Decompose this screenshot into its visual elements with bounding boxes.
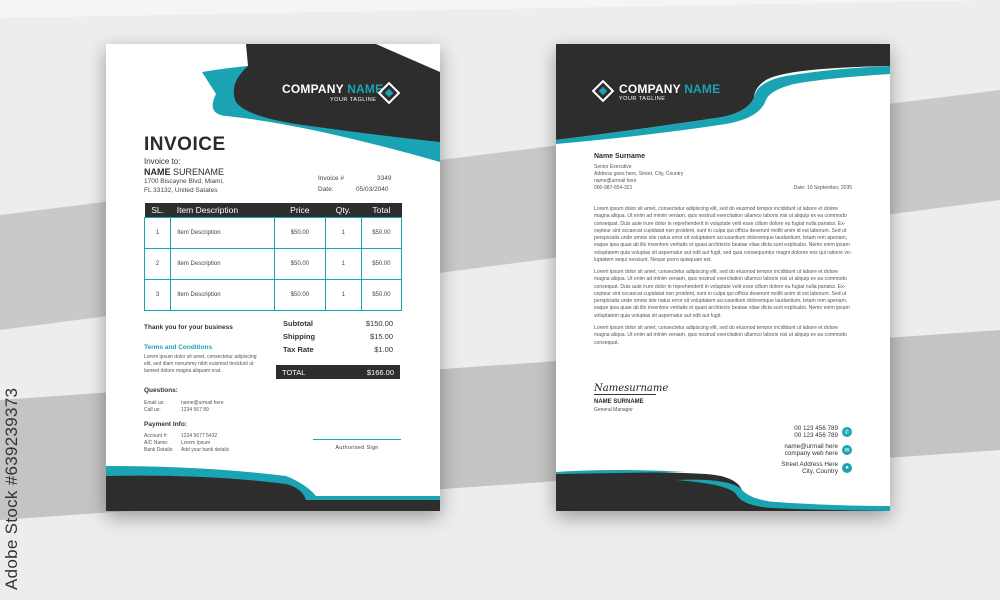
- email-value: name@urmail here: [181, 400, 224, 406]
- thanks-message: Thank you for your business: [144, 324, 233, 331]
- recipient-name: Name Surname: [594, 153, 645, 160]
- header-qty: Qty.: [325, 203, 361, 218]
- row-description: Item Description: [171, 249, 275, 280]
- address-lines: [781, 461, 838, 475]
- paragraph-line: eaque ipsa quae ab illo inventore veritatis et quasi architecto beatae vitae dicta sunt explicabo. Nemo enim ipsam: [594, 242, 850, 249]
- invoice-date-label: Date:: [318, 186, 334, 193]
- table-row: [145, 218, 402, 249]
- tax-label: Tax Rate: [283, 345, 314, 354]
- letter-company-word: COMPANY: [619, 82, 681, 96]
- header-price: Price: [274, 203, 325, 218]
- items-table-header: [145, 203, 402, 218]
- header-total: Total: [361, 203, 401, 218]
- contact-email: name@urmail here: [784, 443, 838, 450]
- address-contact: [732, 461, 852, 475]
- signer-name: NAME SURNAME: [594, 399, 644, 405]
- invoice-page: [106, 44, 440, 511]
- call-label: Call us:: [144, 407, 161, 413]
- email-icon: ✉: [842, 445, 852, 455]
- table-row: [145, 280, 402, 311]
- row-sl: 1: [145, 218, 171, 249]
- header-sl: SL.: [145, 203, 171, 218]
- summary-block: [283, 319, 393, 358]
- total-label: TOTAL: [282, 367, 306, 377]
- invoice-title: INVOICE: [144, 134, 226, 155]
- invoice-company-word: COMPANY: [282, 82, 344, 96]
- bank-label: Bank Details:: [144, 447, 174, 453]
- bank-value: Add your bank details: [181, 447, 230, 453]
- header-description: Item Description: [171, 203, 275, 218]
- invoice-to-label: Invoice to:: [144, 157, 181, 166]
- letter-date: Date: 10 September, 2035: [793, 185, 852, 191]
- items-table: [144, 203, 402, 311]
- row-total: $50.00: [361, 218, 401, 249]
- account-value: 1234 5677 5432: [181, 433, 218, 439]
- handwritten-signature: Namesurname: [594, 383, 669, 394]
- paragraph-line: perspiciatis unde omnis iste natus error sit voluptatem accusantium doloremque laudantium, totam rem aperiam,: [594, 298, 848, 305]
- paragraph-line: Lorem ipsum dolor sit amet, consectetur adipiscing elit, sed do eiusmod tempor incididunt ut labore et dolore: [594, 206, 839, 212]
- diamond-logo-icon: [378, 82, 400, 104]
- recipient-email: name@urmail here: [594, 178, 637, 184]
- row-sl: 3: [145, 280, 171, 311]
- signature-label: Authorised Sign: [335, 445, 379, 451]
- shipping-label: Shipping: [283, 332, 316, 341]
- letter-name-word: NAME: [684, 82, 721, 96]
- invoice-company-name: [282, 82, 383, 96]
- paragraph-line: consequat. Duis aute irure dolor in reprehenderit in voluptate velit esse cillum dolore eu fugiat nulla pariatur. Ex-: [594, 220, 846, 227]
- address-1: Street Address Here: [781, 461, 838, 468]
- recipient-title: Senior Executive: [594, 164, 632, 170]
- shipping-value: $15.00: [370, 332, 393, 341]
- row-sl: 2: [145, 249, 171, 280]
- terms-text-2: elit, sed diam nonummy nibh euismod tincidunt ut: [144, 361, 254, 367]
- client-last-name: SURENAME: [173, 167, 225, 177]
- paragraph-line: consequat. Duis aute irure dolor in reprehenderit in voluptate velit esse cillum dolore eu fugiat nulla pariatur. Ex-: [594, 283, 846, 290]
- paragraph-line: luptatem sequi nesciunt. Neque porro quisquam est.: [594, 257, 712, 264]
- account-label: Account #:: [144, 433, 168, 439]
- stock-number: #639239373: [2, 387, 21, 486]
- invoice-date: 05/03/2040: [356, 186, 389, 193]
- client-first-name: NAME: [144, 167, 171, 177]
- row-qty: 1: [325, 218, 361, 249]
- row-description: Item Description: [171, 280, 275, 311]
- paragraph-line: cepteur sint occaecat cupidatat non proident, sunt in culpa qui officia deserunt mollit anim id est laborum. Sed ut: [594, 290, 847, 297]
- body-paragraph-2: [594, 269, 854, 320]
- paragraph-line: eaque ipsa quae ab illo inventore veritatis et quasi architecto beatae vitae dicta sunt explicabo. Nemo enim ipsam: [594, 305, 850, 312]
- terms-text-3: laoreet dolore magna aliquam erat.: [144, 368, 222, 374]
- ac-name-value: Lorem Ipsum: [181, 440, 211, 446]
- shipping-row: [283, 332, 393, 345]
- ac-name-label: A/C Name:: [144, 440, 169, 446]
- paragraph-line: magna aliqua. Ut enim ad minim veniam, quis nostrud exercitation ullamco laboris nisi ut aliquip ex ea commodo: [594, 276, 847, 283]
- recipient-address: Address goes here, Street, City, Country: [594, 171, 684, 177]
- row-description: Item Description: [171, 218, 275, 249]
- subtotal-row: [283, 319, 393, 332]
- terms-title: Terms and Conditions: [144, 344, 213, 351]
- payment-title: Payment Info:: [144, 421, 187, 428]
- paragraph-line: Lorem ipsum dolor sit amet, consectetur adipiscing elit, sed do eiusmod tempor incididunt ut labore et dolore: [594, 325, 839, 331]
- signature-line: [313, 439, 401, 440]
- paragraph-line: perspiciatis unde omnis iste natus error sit voluptatem accusantium doloremque laudantium, totam rem aperiam,: [594, 235, 848, 242]
- phone-numbers: [794, 425, 838, 439]
- invoice-number: 3349: [377, 175, 392, 182]
- phone-icon: ✆: [842, 427, 852, 437]
- paragraph-line: voluptatem quia voluptas sit aspernatur aut odit aut fugit, sed quia consequuntur magni dolores eos qui ratione vo-: [594, 249, 852, 256]
- row-qty: 1: [325, 280, 361, 311]
- tax-row: [283, 345, 393, 358]
- paragraph-line: consequat.: [594, 339, 619, 346]
- signer-title: General Manager: [594, 407, 633, 413]
- paragraph-line: voluptatem quia voluptas sit aspernatur aut odit aut fugit.: [594, 312, 722, 319]
- paragraph-line: cepteur sint occaecat cupidatat non proident, sunt in culpa qui officia deserunt mollit anim id est laborum. Sed ut: [594, 227, 847, 234]
- row-price: $50.00: [274, 249, 325, 280]
- subtotal-value: $150.00: [365, 319, 393, 328]
- tax-value: $1.00: [374, 345, 393, 354]
- phone-1: 00 123 456 789: [794, 425, 838, 432]
- client-address-2: FL 33132, United Satates: [144, 187, 218, 194]
- questions-title: Questions:: [144, 387, 178, 394]
- paragraph-line: magna aliqua. Ut enim ad minim veniam, quis nostrud exercitation ullamco laboris nisi ut aliquip ex ea commodo: [594, 332, 847, 339]
- letterhead-page: [556, 44, 890, 511]
- contact-block: [732, 425, 852, 475]
- row-qty: 1: [325, 249, 361, 280]
- body-paragraph-3: [594, 325, 854, 347]
- table-row: [145, 249, 402, 280]
- paragraph-line: magna aliqua. Ut enim ad minim veniam, quis nostrud exercitation ullamco laboris nisi ut aliquip ex ea commodo: [594, 213, 847, 220]
- client-name: [144, 167, 224, 177]
- stock-id-watermark: [2, 388, 22, 590]
- invoice-tagline: YOUR TAGLINE: [330, 97, 377, 103]
- email-web: [784, 443, 838, 457]
- body-paragraph-1: [594, 206, 854, 264]
- row-price: $50.00: [274, 280, 325, 311]
- invoice-name-word: NAME: [347, 82, 384, 96]
- total-value: $166.00: [366, 367, 394, 377]
- recipient-phone: 000-987-654-321: [594, 185, 633, 191]
- diamond-logo-icon: [592, 80, 614, 102]
- row-total: $50.00: [361, 280, 401, 311]
- paragraph-line: Lorem ipsum dolor sit amet, consectetur adipiscing elit, sed do eiusmod tempor incididunt ut labore et dolore: [594, 269, 839, 275]
- call-value: 1234 567 89: [181, 407, 209, 413]
- contact-web: company web here: [784, 450, 838, 457]
- location-pin-icon: ●: [842, 463, 852, 473]
- client-address-1: 1700 Biscayne Blvd, Miami,: [144, 178, 224, 185]
- letter-tagline: YOUR TAGLINE: [619, 96, 666, 102]
- email-contact: [732, 443, 852, 457]
- email-label: Email us:: [144, 400, 165, 406]
- address-2: City, Country: [802, 468, 838, 475]
- row-total: $50.00: [361, 249, 401, 280]
- phone-2: 00 123 456 789: [794, 432, 838, 439]
- row-price: $50.00: [274, 218, 325, 249]
- subtotal-label: Subtotal: [283, 319, 313, 328]
- letter-company-name: [619, 82, 720, 96]
- phone-contact: [732, 425, 852, 439]
- invoice-number-label: Invoice #: [318, 175, 345, 182]
- stock-label: Adobe Stock: [2, 490, 21, 590]
- terms-text-1: Lorem ipsum dolor sit amet, consectetur adipiscing: [144, 354, 257, 360]
- total-bar: [276, 365, 400, 379]
- signature-underline: [594, 394, 656, 395]
